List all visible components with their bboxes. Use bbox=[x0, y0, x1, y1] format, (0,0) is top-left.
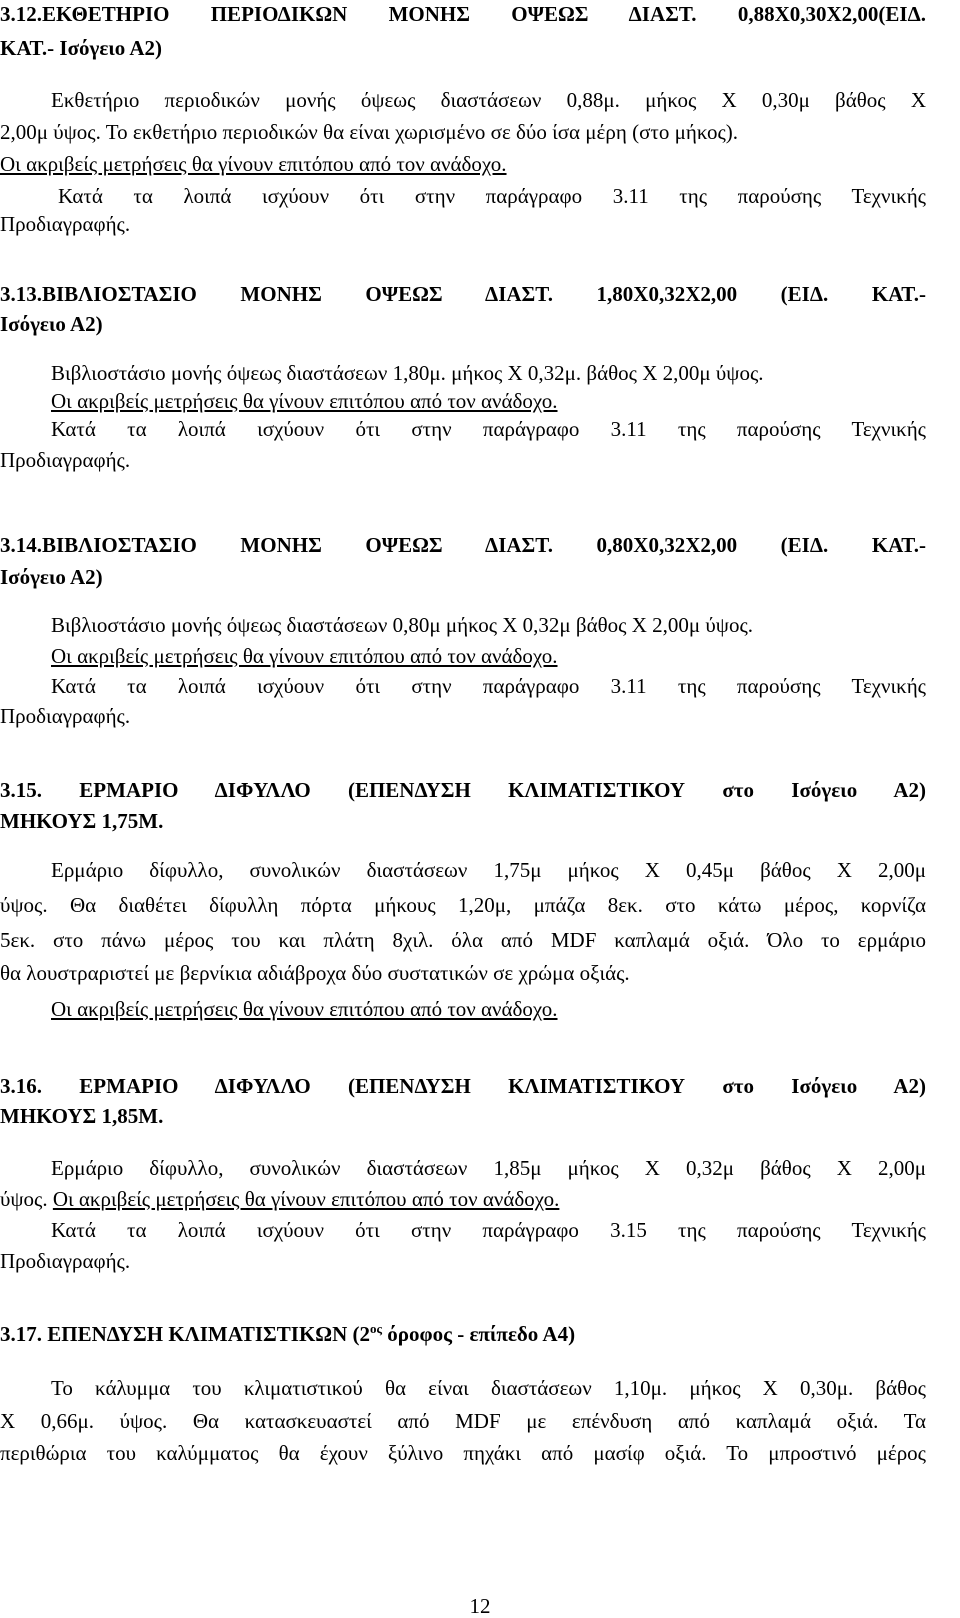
paragraph-line: Ερμάριο δίφυλλο, συνολικών διαστάσεων 1,85μ μήκος Χ 0,32μ βάθος Χ 2,00μ bbox=[51, 1156, 926, 1180]
paragraph-line: θα λουστραριστεί με βερνίκια αδιάβροχα δύο συστατικών σε χρώμα οξιάς. bbox=[0, 961, 630, 985]
heading-3-13-line2: Ισόγειο Α2) bbox=[0, 312, 103, 336]
heading-3-12-line2: ΚΑΤ.- Ισόγειο Α2) bbox=[0, 36, 163, 60]
paragraph-line: Κατά τα λοιπά ισχύουν ότι στην παράγραφο 3.11 της παρούσης Τεχνικής bbox=[51, 674, 926, 698]
paragraph-line-underlined: Οι ακριβείς μετρήσεις θα γίνουν επιτόπου από τον ανάδοχο. bbox=[51, 997, 558, 1021]
heading-text: 3.17. ΕΠΕΝΔΥΣΗ ΚΛΙΜΑΤΙΣΤΙΚΩΝ (2 bbox=[0, 1322, 371, 1346]
paragraph-line: Προδιαγραφής. bbox=[0, 704, 131, 728]
paragraph-text: ύψος. bbox=[0, 1187, 53, 1211]
paragraph-line: Κατά τα λοιπά ισχύουν ότι στην παράγραφο 3.11 της παρούσης Τεχνικής bbox=[58, 184, 926, 208]
paragraph-line: Εκθετήριο περιοδικών μονής όψεως διαστάσεων 0,88μ. μήκος Χ 0,30μ βάθος Χ bbox=[51, 88, 926, 112]
heading-3-14-line2: Ισόγειο Α2) bbox=[0, 565, 103, 589]
paragraph-line-underlined: Οι ακριβείς μετρήσεις θα γίνουν επιτόπου από τον ανάδοχο. bbox=[51, 644, 558, 668]
paragraph-line: Προδιαγραφής. bbox=[0, 212, 131, 236]
page-number: 12 bbox=[469, 1594, 491, 1618]
paragraph-line: 2,00μ ύψος. Το εκθετήριο περιοδικών θα είναι χωρισμένο σε δύο ίσα μέρη (στο μήκος). bbox=[0, 120, 739, 144]
paragraph-line: Χ 0,66μ. ύψος. Θα κατασκευαστεί από MDF με επένδυση από καπλαμά οξιά. Τα bbox=[0, 1409, 926, 1433]
heading-3-15-line2: ΜΗΚΟΥΣ 1,75Μ. bbox=[0, 809, 164, 833]
paragraph-line-underlined: Οι ακριβείς μετρήσεις θα γίνουν επιτόπου από τον ανάδοχο. bbox=[51, 389, 558, 413]
paragraph-line: Το κάλυμμα του κλιματιστικού θα είναι διαστάσεων 1,10μ. μήκος Χ 0,30μ. βάθος bbox=[51, 1376, 926, 1400]
heading-3-17 bbox=[0, 1322, 575, 1346]
paragraph-line: Κατά τα λοιπά ισχύουν ότι στην παράγραφο 3.15 της παρούσης Τεχνικής bbox=[51, 1218, 926, 1242]
paragraph-line-mixed bbox=[0, 1187, 559, 1211]
heading-3-13-line1: 3.13.ΒΙΒΛΙΟΣΤΑΣΙΟ ΜΟΝΗΣ ΟΨΕΩΣ ΔΙΑΣΤ. 1,80Χ0,32Χ2,00 (ΕΙΔ. ΚΑΤ.- bbox=[0, 282, 926, 306]
heading-text: όροφος - επίπεδο Α4) bbox=[382, 1322, 576, 1346]
heading-3-16-line2: ΜΗΚΟΥΣ 1,85Μ. bbox=[0, 1104, 164, 1128]
paragraph-line: ύψος. Θα διαθέτει δίφυλλη πόρτα μήκους 1,20μ, μπάζα 8εκ. στο κάτω μέρος, κορνίζα bbox=[0, 893, 926, 917]
paragraph-line: περιθώρια του καλύμματος θα έχουν ξύλινο πηχάκι από μασίφ οξιά. Το μπροστινό μέρος bbox=[0, 1441, 926, 1465]
paragraph-line: Προδιαγραφής. bbox=[0, 1249, 131, 1273]
paragraph-line: Κατά τα λοιπά ισχύουν ότι στην παράγραφο 3.11 της παρούσης Τεχνικής bbox=[51, 417, 926, 441]
paragraph-line: 5εκ. στο πάνω μέρος του και πλάτη 8χιλ. όλα από MDF καπλαμά οξιά. Όλο το ερμάριο bbox=[0, 928, 926, 952]
paragraph-line: Προδιαγραφής. bbox=[0, 448, 131, 472]
heading-3-14-line1: 3.14.ΒΙΒΛΙΟΣΤΑΣΙΟ ΜΟΝΗΣ ΟΨΕΩΣ ΔΙΑΣΤ. 0,80Χ0,32Χ2,00 (ΕΙΔ. ΚΑΤ.- bbox=[0, 533, 926, 557]
paragraph-line: Βιβλιοστάσιο μονής όψεως διαστάσεων 0,80μ μήκος Χ 0,32μ βάθος Χ 2,00μ ύψος. bbox=[51, 613, 754, 637]
heading-superscript: ος bbox=[370, 1321, 382, 1336]
paragraph-line: Βιβλιοστάσιο μονής όψεως διαστάσεων 1,80μ. μήκος Χ 0,32μ. βάθος Χ 2,00μ ύψος. bbox=[51, 361, 764, 385]
heading-3-12-line1: 3.12.ΕΚΘΕΤΗΡΙΟ ΠΕΡΙΟΔΙΚΩΝ ΜΟΝΗΣ ΟΨΕΩΣ ΔΙΑΣΤ. 0,88Χ0,30Χ2,00(ΕΙΔ. bbox=[0, 2, 926, 26]
paragraph-text-underlined: Οι ακριβείς μετρήσεις θα γίνουν επιτόπου από τον ανάδοχο. bbox=[52, 1187, 560, 1211]
paragraph-line: Ερμάριο δίφυλλο, συνολικών διαστάσεων 1,75μ μήκος Χ 0,45μ βάθος Χ 2,00μ bbox=[51, 858, 926, 882]
paragraph-line-underlined: Οι ακριβείς μετρήσεις θα γίνουν επιτόπου από τον ανάδοχο. bbox=[0, 152, 507, 176]
heading-3-16-line1: 3.16. ΕΡΜΑΡΙΟ ΔΙΦΥΛΛΟ (ΕΠΕΝΔΥΣΗ ΚΛΙΜΑΤΙΣΤΙΚΟΥ στο Ισόγειο Α2) bbox=[0, 1074, 926, 1098]
heading-3-15-line1: 3.15. ΕΡΜΑΡΙΟ ΔΙΦΥΛΛΟ (ΕΠΕΝΔΥΣΗ ΚΛΙΜΑΤΙΣΤΙΚΟΥ στο Ισόγειο Α2) bbox=[0, 778, 926, 802]
